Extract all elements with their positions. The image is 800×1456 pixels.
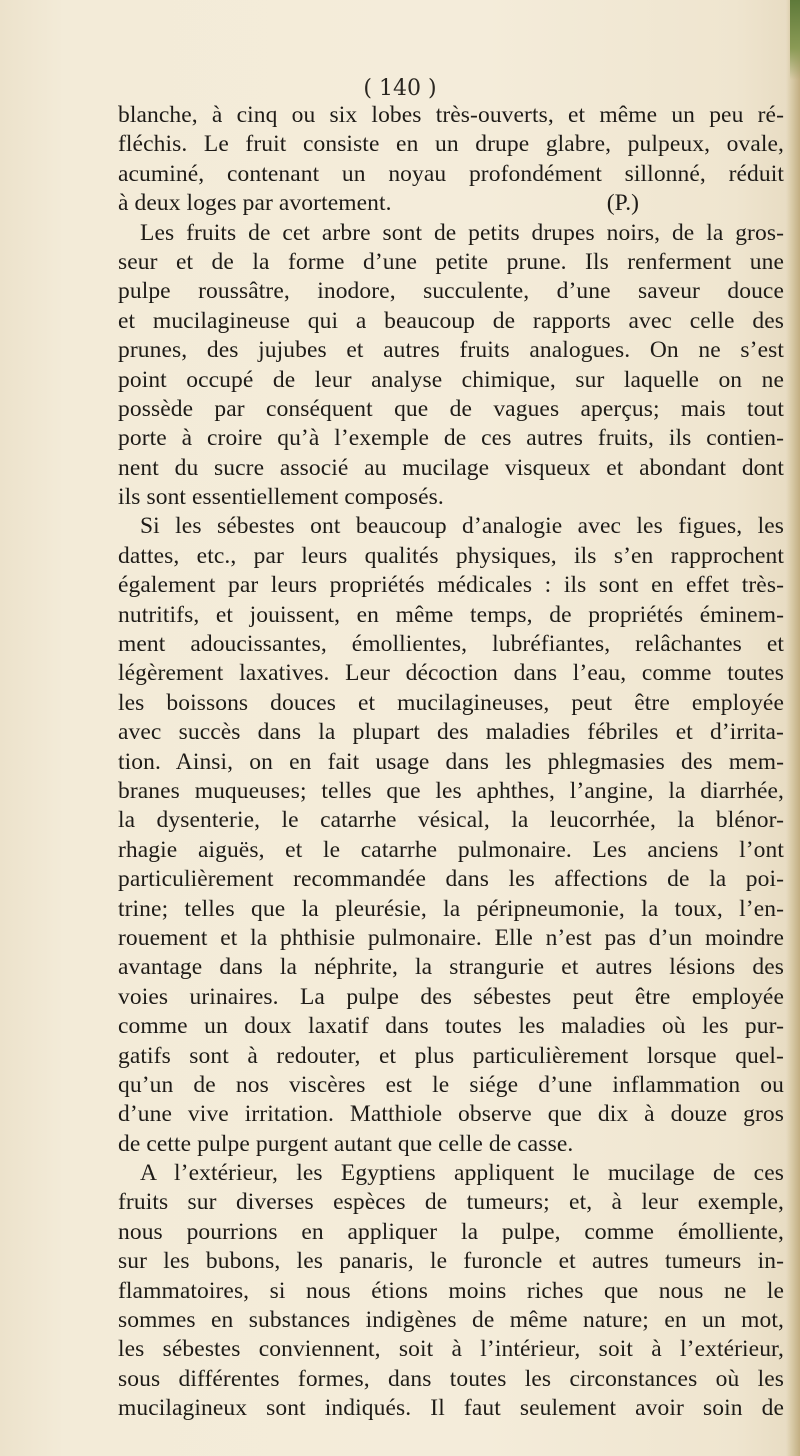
text-line: trine; telles que la pleurésie, la péripneumonie, la toux, l’en- [118,895,784,922]
text-line: porte à croire qu’à l’exemple de ces autres fruits, ils contien- [118,425,784,452]
text-line: rhagie aiguës, et le catarrhe pulmonaire. Les anciens l’ont [118,836,784,863]
text-line: la dysenterie, le catarrhe vésical, la leucorrhée, la blénor- [118,807,784,834]
text-line: fruits sur diverses espèces de tumeurs; et, à leur exemple, [118,1189,784,1216]
text-line: ment adoucissantes, émollientes, lubréfiantes, relâchantes et [118,631,784,658]
text-line: avec succès dans la plupart des maladies fébriles et d’irrita- [118,719,784,746]
text-line: comme un doux laxatif dans toutes les maladies où les pur- [118,1013,784,1040]
text-line: sommes en substances indigènes de même nature; en un mot, [118,1307,784,1334]
text-line: acuminé, contenant un noyau profondément sillonné, réduit [118,160,784,187]
text-line: mucilagineux sont indiqués. Il faut seulement avoir soin de [118,1395,784,1422]
text-line: voies urinaires. La pulpe des sébestes peut être employée [118,983,784,1010]
body-text [118,101,784,1424]
text-line: possède par conséquent que de vagues aperçus; mais tout [118,395,784,422]
text-line: Si les sébestes ont beaucoup d’analogie avec les figues, les [140,513,784,540]
text-line: tion. Ainsi, on en fait usage dans les phlegmasies des mem- [118,748,784,775]
text-line: point occupé de leur analyse chimique, sur laquelle on ne [118,366,784,393]
text-line: particulièrement recommandée dans les affections de la poi- [118,866,784,893]
text-line: légèrement laxatives. Leur décoction dans l’eau, comme toutes [118,660,784,687]
text-line: les sébestes conviennent, soit à l’intérieur, soit à l’extérieur, [118,1336,784,1363]
text-line: d’une vive irritation. Matthiole observe que dix à douze gros [118,1101,784,1128]
text-line: et mucilagineuse qui a beaucoup de rapports avec celle des [118,307,784,334]
text-line: fléchis. Le fruit consiste en un drupe glabre, pulpeux, ovale, [118,131,784,158]
text-line: pulpe roussâtre, inodore, succulente, d’une saveur douce [118,278,784,305]
text-line: nous pourrions en appliquer la pulpe, comme émolliente, [118,1218,784,1245]
page-number: ( 140 ) [363,76,437,101]
text-line: flammatoires, si nous étions moins riches que nous ne le [118,1277,784,1304]
text-line: blanche, à cinq ou six lobes très-ouverts, et même un peu ré- [118,102,784,128]
text-line: sur les bubons, les panaris, le furoncle et autres tumeurs in- [118,1248,784,1275]
text-line: gatifs sont à redouter, et plus particulièrement lorsque quel- [118,1042,784,1069]
text-line: les boissons douces et mucilagineuses, peut être employée [118,689,784,716]
page-edge-stain [790,0,800,80]
text-line: avantage dans la néphrite, la strangurie et autres lésions des [118,954,784,981]
text-line: A l’extérieur, les Egyptiens appliquent le mucilage de ces [140,1160,784,1187]
text-line: ils sont essentiellement composés. [118,484,444,511]
text-line: qu’un de nos viscères est le siége d’une inflammation ou [118,1071,784,1098]
text-line: sous différentes formes, dans toutes les circonstances où les [118,1365,784,1392]
text-line: nutritifs, et jouissent, en même temps, de propriétés éminem- [118,601,784,628]
text-line: nent du sucre associé au mucilage visqueux et abondant dont [118,454,784,481]
text-line: dattes, etc., par leurs qualités physiques, ils s’en rapprochent [118,542,784,569]
text-line: seur et de la forme d’une petite prune. Ils renferment une [118,248,784,275]
text-line: rouement et la phthisie pulmonaire. Elle n’est pas d’un moindre [118,924,784,951]
text-line: à deux loges par avortement. (P.) [118,190,640,217]
text-line: également par leurs propriétés médicales : ils sont en effet très- [118,572,784,599]
page-edge-shadow [786,0,800,1456]
text-line: de cette pulpe purgent autant que celle de casse. [118,1130,574,1157]
text-line: prunes, des jujubes et autres fruits analogues. On ne s’est [118,337,784,364]
text-line: branes muqueuses; telles que les aphthes, l’angine, la diarrhée, [118,777,784,804]
text-line: Les fruits de cet arbre sont de petits drupes noirs, de la gros- [140,219,784,246]
